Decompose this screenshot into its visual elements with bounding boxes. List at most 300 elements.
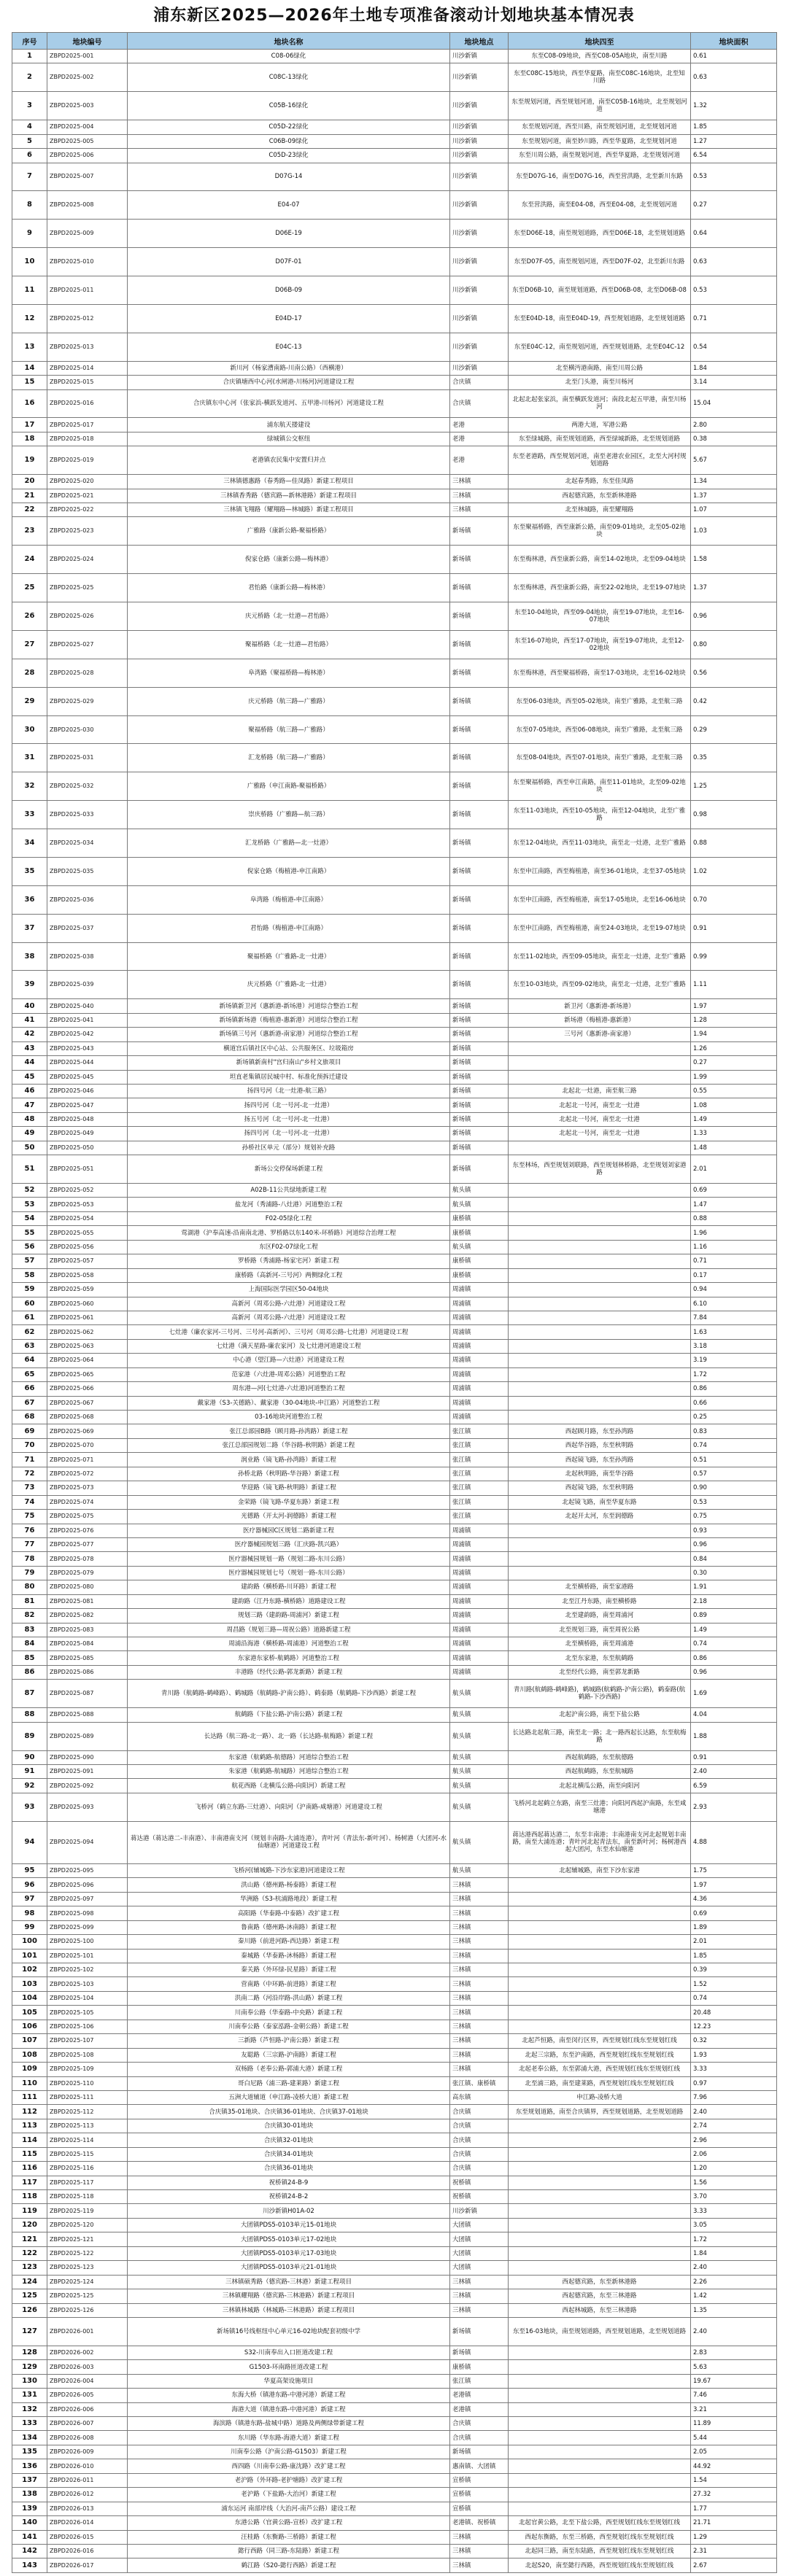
cell-location: 川沙新镇 [450, 333, 509, 361]
cell-code: ZBPD2025-099 [47, 1920, 128, 1934]
table-row [12, 801, 777, 829]
cell-area: 0.74 [691, 1438, 777, 1452]
cell-name: 扬四号河（北一号河-北一灶港） [128, 1127, 450, 1141]
cell-name: 大团镇PDS5-0103单元17-03地块 [128, 2246, 450, 2260]
cell-location: 周浦镇 [450, 1396, 509, 1410]
cell-code: ZBPD2025-115 [47, 2147, 128, 2161]
cell-location: 新场镇 [450, 1141, 509, 1155]
cell-index: 124 [12, 2275, 47, 2289]
cell-location: 三林镇 [450, 2006, 509, 2020]
table-row [12, 92, 777, 120]
cell-area: 3.33 [691, 2063, 777, 2076]
cell-location: 张江镇 [450, 1467, 509, 1481]
cell-area: 44.92 [691, 2459, 777, 2473]
cell-index: 102 [12, 1963, 47, 1977]
cell-boundaries: 北至规划三路，南至周祝公路 [509, 1623, 691, 1637]
cell-location: 三林镇 [450, 2020, 509, 2033]
cell-index: 126 [12, 2303, 47, 2317]
cell-name: S32-川南奉出入口匝道改建工程 [128, 2346, 450, 2359]
cell-location: 合庆镇 [450, 389, 509, 418]
cell-location: 张江镇 [450, 1510, 509, 1524]
cell-name: 张江总部园规划二路（华谷路-秋明路）新建工程 [128, 1438, 450, 1452]
cell-code: ZBPD2025-101 [47, 1949, 128, 1963]
cell-code: ZBPD2025-080 [47, 1580, 128, 1594]
cell-location: 航头镇 [450, 1184, 509, 1198]
cell-index: 115 [12, 2147, 47, 2161]
table-row [12, 914, 777, 942]
cell-area: 0.91 [691, 914, 777, 942]
cell-code: ZBPD2025-046 [47, 1084, 128, 1098]
cell-boundaries: 东至林场，西至规划刘联路，西至规划林桥路，北至规划刘家港路 [509, 1155, 691, 1184]
table-row [12, 1495, 777, 1509]
cell-code: ZBPD2025-112 [47, 2105, 128, 2119]
header-boundaries: 地块四至 [509, 33, 691, 50]
cell-area: 1.28 [691, 1013, 777, 1027]
cell-index: 63 [12, 1339, 47, 1353]
cell-area: 3.33 [691, 2204, 777, 2218]
cell-code: ZBPD2025-030 [47, 715, 128, 744]
table-row [12, 2459, 777, 2473]
cell-name: 高新河（周邓公路-六灶港）河道建设工程 [128, 1311, 450, 1324]
cell-name: 周昌路（规划三路—周祝公路）道路新建工程 [128, 1623, 450, 1637]
cell-area: 5.67 [691, 446, 777, 475]
table-row [12, 546, 777, 574]
table-row [12, 389, 777, 418]
cell-index: 100 [12, 1935, 47, 1949]
cell-name: 新场镇三号河（惠新港-南家港）河道综合整治工程 [128, 1028, 450, 1041]
cell-area: 0.74 [691, 1991, 777, 2005]
cell-area: 0.96 [691, 1537, 777, 1551]
cell-name: 飞桥河（鹤立东路-三灶港）、向阳河（沪南路-咸塘港）河道建设工程 [128, 1793, 450, 1821]
cell-location: 新场镇 [450, 1098, 509, 1112]
table-row [12, 2346, 777, 2359]
cell-name: 航花西路（北横瓜公路-向阳河）新建工程 [128, 1779, 450, 1793]
table-row [12, 1056, 777, 1070]
cell-location: 周浦镇 [450, 1651, 509, 1665]
cell-index: 83 [12, 1623, 47, 1637]
table-row [12, 687, 777, 715]
cell-boundaries: 东至06-03地块，西至05-02地块，南至广雅路，北至航三路 [509, 687, 691, 715]
cell-code: ZBPD2025-087 [47, 1680, 128, 1708]
cell-name: 东区F02-07绿化工程 [128, 1240, 450, 1254]
cell-boundaries [509, 1367, 691, 1381]
cell-code: ZBPD2025-042 [47, 1028, 128, 1041]
cell-location: 合庆镇 [450, 376, 509, 389]
table-row [12, 2544, 777, 2558]
cell-location: 三林镇 [450, 1892, 509, 1906]
cell-index: 74 [12, 1495, 47, 1509]
cell-name: 金荣路（镜飞路-华夏东路）新建工程 [128, 1495, 450, 1509]
cell-code: ZBPD2025-066 [47, 1382, 128, 1396]
table-row [12, 1283, 777, 1297]
cell-area: 0.88 [691, 1211, 777, 1225]
cell-boundaries: 东至11-03地块，西至10-05地块，南至12-04地块，北至广雅路 [509, 801, 691, 829]
cell-index: 59 [12, 1283, 47, 1297]
cell-boundaries: 东至D06E-18，南至规划道路，西至D06E-18，北至规划道路 [509, 220, 691, 248]
cell-boundaries: 北起北一号河，南至北一灶港 [509, 1098, 691, 1112]
cell-area: 12.23 [691, 2020, 777, 2033]
table-body [12, 50, 777, 2573]
cell-name: 张江总部园B路（顾月路-孙湾路）新建工程 [128, 1424, 450, 1438]
cell-code: ZBPD2025-036 [47, 885, 128, 914]
cell-area: 0.90 [691, 1481, 777, 1495]
cell-index: 103 [12, 1977, 47, 1991]
cell-index: 34 [12, 829, 47, 858]
cell-location: 新场镇 [450, 801, 509, 829]
cell-location: 新场镇 [450, 1041, 509, 1055]
cell-location: 三林镇 [450, 2303, 509, 2317]
cell-code: ZBPD2025-041 [47, 1013, 128, 1027]
table-row [12, 2020, 777, 2033]
cell-area: 0.98 [691, 801, 777, 829]
cell-area: 1.85 [691, 120, 777, 134]
cell-boundaries: 北至经代公路，南至郭龙新路 [509, 1665, 691, 1679]
cell-code: ZBPD2025-023 [47, 517, 128, 546]
cell-location: 新场镇 [450, 999, 509, 1013]
table-row [12, 744, 777, 772]
cell-code: ZBPD2025-047 [47, 1098, 128, 1112]
cell-location: 周浦镇 [450, 1580, 509, 1594]
cell-code: ZBPD2025-024 [47, 546, 128, 574]
cell-index: 69 [12, 1424, 47, 1438]
cell-location: 航头镇 [450, 1240, 509, 1254]
cell-boundaries: 西起顾月路，东至孙湾路 [509, 1424, 691, 1438]
cell-boundaries: 西起航鹤路，东至航城路 [509, 1764, 691, 1778]
cell-boundaries: 东至D06B-10，南至规划道路，西至D06B-08，北至D06B-08 [509, 276, 691, 305]
table-row [12, 1112, 777, 1126]
cell-location: 三林镇 [450, 1949, 509, 1963]
table-row [12, 376, 777, 389]
cell-location: 川沙新镇 [450, 276, 509, 305]
cell-area: 0.89 [691, 1609, 777, 1623]
cell-name: 洪山路（德州路-杨泰路）新建工程 [128, 1878, 450, 1892]
cell-boundaries [509, 1382, 691, 1396]
cell-name: 罗桥路（秀浦路-杨家宅河）新建工程 [128, 1254, 450, 1268]
cell-code: ZBPD2025-038 [47, 942, 128, 971]
cell-area: 0.61 [691, 50, 777, 63]
cell-code: ZBPD2025-106 [47, 2020, 128, 2033]
cell-boundaries [509, 1211, 691, 1225]
cell-index: 55 [12, 1226, 47, 1240]
cell-boundaries: 西起东衡路，东至三桥路，西至规划红线东至规划红线 [509, 2530, 691, 2544]
cell-index: 32 [12, 772, 47, 801]
cell-area: 1.99 [691, 1070, 777, 1084]
cell-location: 张江镇 [450, 2374, 509, 2388]
cell-boundaries [509, 1070, 691, 1084]
cell-location: 康桥镇 [450, 1226, 509, 1240]
table-row [12, 942, 777, 971]
cell-index: 43 [12, 1041, 47, 1055]
cell-boundaries: 两港大道，军港公路 [509, 418, 691, 432]
table-row [12, 574, 777, 602]
table-row [12, 1311, 777, 1324]
cell-code: ZBPD2025-111 [47, 2090, 128, 2104]
cell-boundaries [509, 1892, 691, 1906]
cell-location: 三林镇 [450, 2034, 509, 2048]
cell-index: 76 [12, 1524, 47, 1537]
table-row [12, 63, 777, 92]
cell-location: 新场镇 [450, 1112, 509, 1126]
cell-boundaries: 北至横桥路，南至周浦港 [509, 1637, 691, 1651]
table-row [12, 2289, 777, 2303]
cell-boundaries [509, 2246, 691, 2260]
table-row [12, 1665, 777, 1679]
cell-area: 0.93 [691, 1524, 777, 1537]
cell-code: ZBPD2025-014 [47, 361, 128, 375]
cell-boundaries [509, 1254, 691, 1268]
cell-name: 友聪路（三宗路-沪南路）新建工程 [128, 2048, 450, 2062]
table-row [12, 1552, 777, 1566]
table-row [12, 971, 777, 999]
cell-area: 1.42 [691, 2289, 777, 2303]
cell-location: 周浦镇 [450, 1566, 509, 1580]
table-row [12, 1750, 777, 1764]
cell-code: ZBPD2025-065 [47, 1367, 128, 1381]
cell-index: 62 [12, 1325, 47, 1339]
cell-area: 1.72 [691, 1367, 777, 1381]
cell-area: 7.84 [691, 1311, 777, 1324]
cell-location: 三林镇 [450, 1906, 509, 1920]
cell-location: 三林镇 [450, 2063, 509, 2076]
cell-code: ZBPD2025-053 [47, 1198, 128, 1211]
table-row [12, 630, 777, 659]
cell-area: 0.80 [691, 630, 777, 659]
cell-area: 1.47 [691, 1198, 777, 1211]
cell-index: 41 [12, 1013, 47, 1027]
cell-location: 周浦镇 [450, 1354, 509, 1367]
cell-name: 海港大道（镇港东路-中港河港）新建工程 [128, 2402, 450, 2416]
cell-boundaries: 北至江丹东路，南至横桥路 [509, 1594, 691, 1608]
table-row [12, 2232, 777, 2246]
table-row [12, 1382, 777, 1396]
cell-location: 合庆镇 [450, 2431, 509, 2445]
cell-index: 57 [12, 1254, 47, 1268]
table-row [12, 1438, 777, 1452]
cell-name: C06B-09绿化 [128, 134, 450, 148]
cell-area: 0.42 [691, 687, 777, 715]
cell-index: 130 [12, 2374, 47, 2388]
cell-area: 15.04 [691, 389, 777, 418]
cell-name: 润业路（镜飞路-孙湾路）新建工程 [128, 1453, 450, 1467]
table-row [12, 2516, 777, 2530]
cell-name: 周东港—河(七灶港-六灶港)河道整治工程 [128, 1382, 450, 1396]
cell-area: 0.66 [691, 1396, 777, 1410]
cell-name: 东海大桥（镇港东路-中港河港）新建工程 [128, 2389, 450, 2402]
cell-location: 新场镇 [450, 1127, 509, 1141]
cell-code: ZBPD2025-084 [47, 1637, 128, 1651]
table-header-row [12, 33, 777, 50]
cell-location: 大团镇 [450, 2232, 509, 2246]
cell-location: 老港镇 [450, 2402, 509, 2416]
cell-index: 110 [12, 2076, 47, 2090]
cell-location: 新场镇 [450, 1056, 509, 1070]
cell-name: 汇龙桥路（航三路—广雅路） [128, 744, 450, 772]
cell-index: 13 [12, 333, 47, 361]
cell-boundaries [509, 2190, 691, 2204]
cell-index: 12 [12, 304, 47, 333]
cell-index: 113 [12, 2119, 47, 2133]
cell-area: 0.55 [691, 1084, 777, 1098]
cell-area: 1.37 [691, 574, 777, 602]
table-row [12, 2162, 777, 2176]
cell-index: 15 [12, 376, 47, 389]
table-row [12, 248, 777, 276]
table-row [12, 489, 777, 503]
header-location: 地块地点 [450, 33, 509, 50]
cell-index: 98 [12, 1906, 47, 1920]
table-row [12, 2204, 777, 2218]
cell-boundaries: 新场港（梅植港-惠新港） [509, 1013, 691, 1027]
cell-boundaries: 三号河（惠新港-南家港） [509, 1028, 691, 1041]
table-row [12, 1254, 777, 1268]
cell-name: 老沪路（外环路-老护塘路）改扩建工程 [128, 2473, 450, 2487]
cell-boundaries [509, 2360, 691, 2374]
cell-location: 新场镇 [450, 687, 509, 715]
cell-code: ZBPD2025-078 [47, 1552, 128, 1566]
cell-area: 2.40 [691, 1764, 777, 1778]
cell-name: 西四路（川南奉公路-康沈路）改扩建工程 [128, 2459, 450, 2473]
cell-location: 大团镇 [450, 2246, 509, 2260]
cell-index: 138 [12, 2488, 47, 2502]
table-row [12, 304, 777, 333]
cell-name: 阜湾路（聚福桥路—梅林港） [128, 659, 450, 687]
cell-name: D06B-09 [128, 276, 450, 305]
cell-area: 1.37 [691, 489, 777, 503]
cell-code: ZBPD2025-123 [47, 2261, 128, 2275]
table-row [12, 2374, 777, 2388]
table-row [12, 1453, 777, 1467]
cell-index: 21 [12, 489, 47, 503]
cell-location: 周浦镇 [450, 1382, 509, 1396]
cell-area: 0.94 [691, 1283, 777, 1297]
cell-boundaries: 北至浦三路，南至建莱路，西至规划红线东至规划红线 [509, 2076, 691, 2090]
cell-area: 0.97 [691, 2076, 777, 2090]
cell-code: ZBPD2025-082 [47, 1609, 128, 1623]
cell-index: 33 [12, 801, 47, 829]
cell-area: 2.67 [691, 2558, 777, 2572]
table-row [12, 1367, 777, 1381]
cell-code: ZBPD2025-052 [47, 1184, 128, 1198]
cell-name: 祝桥镇24-B-2 [128, 2190, 450, 2204]
cell-code: ZBPD2025-103 [47, 1977, 128, 1991]
cell-code: ZBPD2025-120 [47, 2218, 128, 2232]
cell-location: 周浦镇 [450, 1283, 509, 1297]
cell-name: 盐龙河（秀浦路-八灶港）河道整治工程 [128, 1198, 450, 1211]
cell-index: 142 [12, 2544, 47, 2558]
cell-name: 合庆镇35-01地块、合庆镇36-01地块、合庆镇37-01地块 [128, 2105, 450, 2119]
cell-name: 孙桥社区单元（部分）规划补充路 [128, 1141, 450, 1155]
cell-code: ZBPD2025-034 [47, 829, 128, 858]
table-row [12, 2105, 777, 2119]
cell-boundaries: 东至规划河道，西至川路，南至规划河道，北至规划河道 [509, 120, 691, 134]
cell-code: ZBPD2025-025 [47, 574, 128, 602]
cell-boundaries [509, 1041, 691, 1055]
cell-area: 1.32 [691, 92, 777, 120]
cell-boundaries [509, 2488, 691, 2502]
cell-area: 1.16 [691, 1240, 777, 1254]
table-row [12, 361, 777, 375]
cell-area: 0.63 [691, 248, 777, 276]
cell-code: ZBPD2025-107 [47, 2034, 128, 2048]
cell-code: ZBPD2025-110 [47, 2076, 128, 2090]
table-row [12, 2317, 777, 2346]
cell-index: 116 [12, 2162, 47, 2176]
header-index: 序号 [12, 33, 47, 50]
table-row [12, 2246, 777, 2260]
cell-name: 哥白尼路（浦三路-建莱路）新建工程 [128, 2076, 450, 2090]
cell-code: ZBPD2025-022 [47, 503, 128, 517]
cell-location: 三林镇 [450, 503, 509, 517]
cell-index: 25 [12, 574, 47, 602]
cell-boundaries: 东至12-04地块，西至11-03地块，南至北一灶港，北至广雅路 [509, 829, 691, 858]
cell-location: 康桥镇 [450, 2360, 509, 2374]
cell-index: 58 [12, 1268, 47, 1282]
cell-name: 东家港（航鹤路-航德路）河道综合整治工程 [128, 1750, 450, 1764]
cell-name: C05B-16绿化 [128, 92, 450, 120]
cell-area: 1.56 [691, 2176, 777, 2189]
cell-index: 81 [12, 1594, 47, 1608]
cell-index: 8 [12, 191, 47, 220]
cell-index: 99 [12, 1920, 47, 1934]
cell-boundaries: 东至聚福桥路，西至康新公路，南至09-01地块，北至05-02地块 [509, 517, 691, 546]
cell-location: 老港镇、祝桥镇 [450, 2516, 509, 2530]
cell-area: 0.25 [691, 1411, 777, 1424]
cell-index: 29 [12, 687, 47, 715]
cell-boundaries [509, 2162, 691, 2176]
cell-name: 老沪路（下盐路-大治河）新建工程 [128, 2488, 450, 2502]
cell-area: 0.54 [691, 333, 777, 361]
cell-code: ZBPD2025-070 [47, 1438, 128, 1452]
cell-code: ZBPD2026-011 [47, 2473, 128, 2487]
cell-location: 老港 [450, 446, 509, 475]
cell-area: 1.94 [691, 1028, 777, 1041]
cell-location: 周浦镇 [450, 1411, 509, 1424]
cell-boundaries: 西起镜飞路，东至孙湾路 [509, 1453, 691, 1467]
cell-location: 川沙新镇 [450, 134, 509, 148]
cell-boundaries: 北起同三路，南至东陆路，西至规划红线东至规划红线 [509, 2544, 691, 2558]
cell-area: 1.63 [691, 1325, 777, 1339]
table-row [12, 2558, 777, 2572]
cell-boundaries [509, 2431, 691, 2445]
header-area: 地块面积 [691, 33, 777, 50]
cell-area: 0.63 [691, 63, 777, 92]
cell-boundaries: 东至D07G-16，南至D07G-16，西至营洪路，北至新川东路 [509, 163, 691, 191]
cell-index: 106 [12, 2020, 47, 2033]
cell-boundaries: 北起北一号河，南至北一灶港 [509, 1127, 691, 1141]
cell-boundaries: 西起德宾路，东至新林港路 [509, 2275, 691, 2289]
cell-code: ZBPD2025-051 [47, 1155, 128, 1184]
cell-index: 132 [12, 2402, 47, 2416]
cell-location: 航头镇 [450, 1764, 509, 1778]
cell-location: 康桥镇 [450, 1254, 509, 1268]
cell-name: 华洲路（S3-杭浦路地段）新建工程 [128, 1892, 450, 1906]
cell-boundaries [509, 1566, 691, 1580]
cell-area: 0.30 [691, 1566, 777, 1580]
cell-code: ZBPD2026-013 [47, 2502, 128, 2515]
cell-location: 三林镇 [450, 2558, 509, 2572]
cell-boundaries: 东至16-07地块，西至17-07地块，南至19-07地块，北至12-02地块 [509, 630, 691, 659]
table-row [12, 517, 777, 546]
cell-area: 1.26 [691, 1041, 777, 1055]
cell-area: 6.10 [691, 1297, 777, 1311]
cell-area: 1.97 [691, 1878, 777, 1892]
cell-code: ZBPD2025-126 [47, 2303, 128, 2317]
cell-location: 川沙新镇 [450, 163, 509, 191]
cell-index: 137 [12, 2473, 47, 2487]
table-row [12, 1198, 777, 1211]
table-row [12, 1680, 777, 1708]
table-row [12, 1411, 777, 1424]
